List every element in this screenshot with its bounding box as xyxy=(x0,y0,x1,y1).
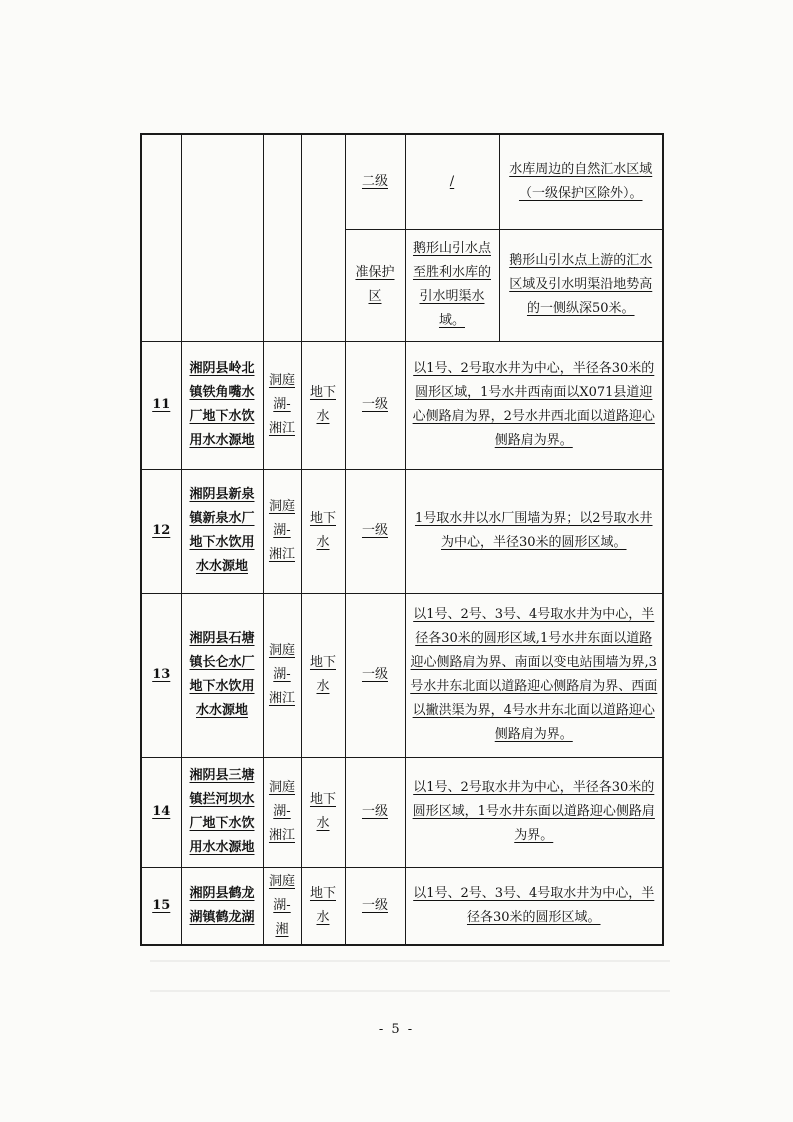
cell-type-cont xyxy=(301,134,345,341)
cell-name: 湘阴县三塘镇拦河坝水厂地下水饮用水水源地 xyxy=(181,757,263,867)
cell-name: 湘阴县岭北镇铁角嘴水厂地下水饮用水水源地 xyxy=(181,341,263,469)
cell-level: 二级 xyxy=(345,134,405,229)
cell-name: 湘阴县石塘镇长仑水厂地下水饮用水水源地 xyxy=(181,593,263,757)
cell-desc: 鹅形山引水点上游的汇水区域及引水明渠沿地势高的一侧纵深50米。 xyxy=(499,229,663,341)
cell-desc: 以1号、2号、3号、4号取水井为中心，半径各30米的圆形区域。 xyxy=(405,867,663,945)
bleed-through-line xyxy=(150,990,670,992)
cell-desc: 水库周边的自然汇水区域（一级保护区除外）。 xyxy=(499,134,663,229)
cell-level: 一级 xyxy=(345,757,405,867)
cell-no: 11 xyxy=(141,341,181,469)
cell-range: 鹅形山引水点至胜利水库的引水明渠水域。 xyxy=(405,229,499,341)
cell-type: 地下水 xyxy=(301,867,345,945)
bleed-through-line xyxy=(150,960,670,962)
cell-level: 一级 xyxy=(345,341,405,469)
table-row xyxy=(141,134,663,229)
cell-type: 地下水 xyxy=(301,757,345,867)
cell-basin: 洞庭湖-湘 xyxy=(263,867,301,945)
cell-basin: 洞庭湖-湘江 xyxy=(263,469,301,593)
cell-desc: 以1号、2号、3号、4号取水井为中心，半径各30米的圆形区域,1号水井东面以道路迎心侧路肩为界、南面以变电站围墙为界,3号水井东北面以道路迎心侧路肩为界、西面以撇洪渠为界，4号水井东北面以道路迎心侧路肩为界。 xyxy=(405,593,663,757)
cell-basin: 洞庭湖-湘江 xyxy=(263,757,301,867)
cell-name: 湘阴县新泉镇新泉水厂地下水饮用水水源地 xyxy=(181,469,263,593)
table-row xyxy=(141,867,663,945)
protection-zone-table xyxy=(140,133,664,946)
cell-level: 一级 xyxy=(345,593,405,757)
cell-no: 14 xyxy=(141,757,181,867)
cell-basin-cont xyxy=(263,134,301,341)
cell-no: 12 xyxy=(141,469,181,593)
cell-no: 15 xyxy=(141,867,181,945)
table-row xyxy=(141,341,663,469)
cell-level: 一级 xyxy=(345,867,405,945)
cell-desc: 以1号、2号取水井为中心，半径各30米的圆形区域，1号水井西南面以X071县道迎心侧路肩为界，2号水井西北面以道路迎心侧路肩为界。 xyxy=(405,341,663,469)
cell-basin: 洞庭湖-湘江 xyxy=(263,593,301,757)
cell-type: 地下水 xyxy=(301,341,345,469)
cell-type: 地下水 xyxy=(301,469,345,593)
cell-desc: 1号取水井以水厂围墙为界；以2号取水井为中心，半径30米的圆形区域。 xyxy=(405,469,663,593)
cell-basin: 洞庭湖-湘江 xyxy=(263,341,301,469)
cell-level: 一级 xyxy=(345,469,405,593)
page-number: - 5 - xyxy=(378,1022,415,1037)
cell-name-cont xyxy=(181,134,263,341)
cell-level: 准保护区 xyxy=(345,229,405,341)
table-row xyxy=(141,469,663,593)
cell-name: 湘阴县鹤龙湖镇鹤龙湖 xyxy=(181,867,263,945)
cell-desc: 以1号、2号取水井为中心，半径各30米的圆形区域，1号水井东面以道路迎心侧路肩为界。 xyxy=(405,757,663,867)
cell-range: / xyxy=(405,134,499,229)
cell-type: 地下水 xyxy=(301,593,345,757)
table-row xyxy=(141,593,663,757)
table-row xyxy=(141,757,663,867)
cell-no-cont xyxy=(141,134,181,341)
cell-no: 13 xyxy=(141,593,181,757)
